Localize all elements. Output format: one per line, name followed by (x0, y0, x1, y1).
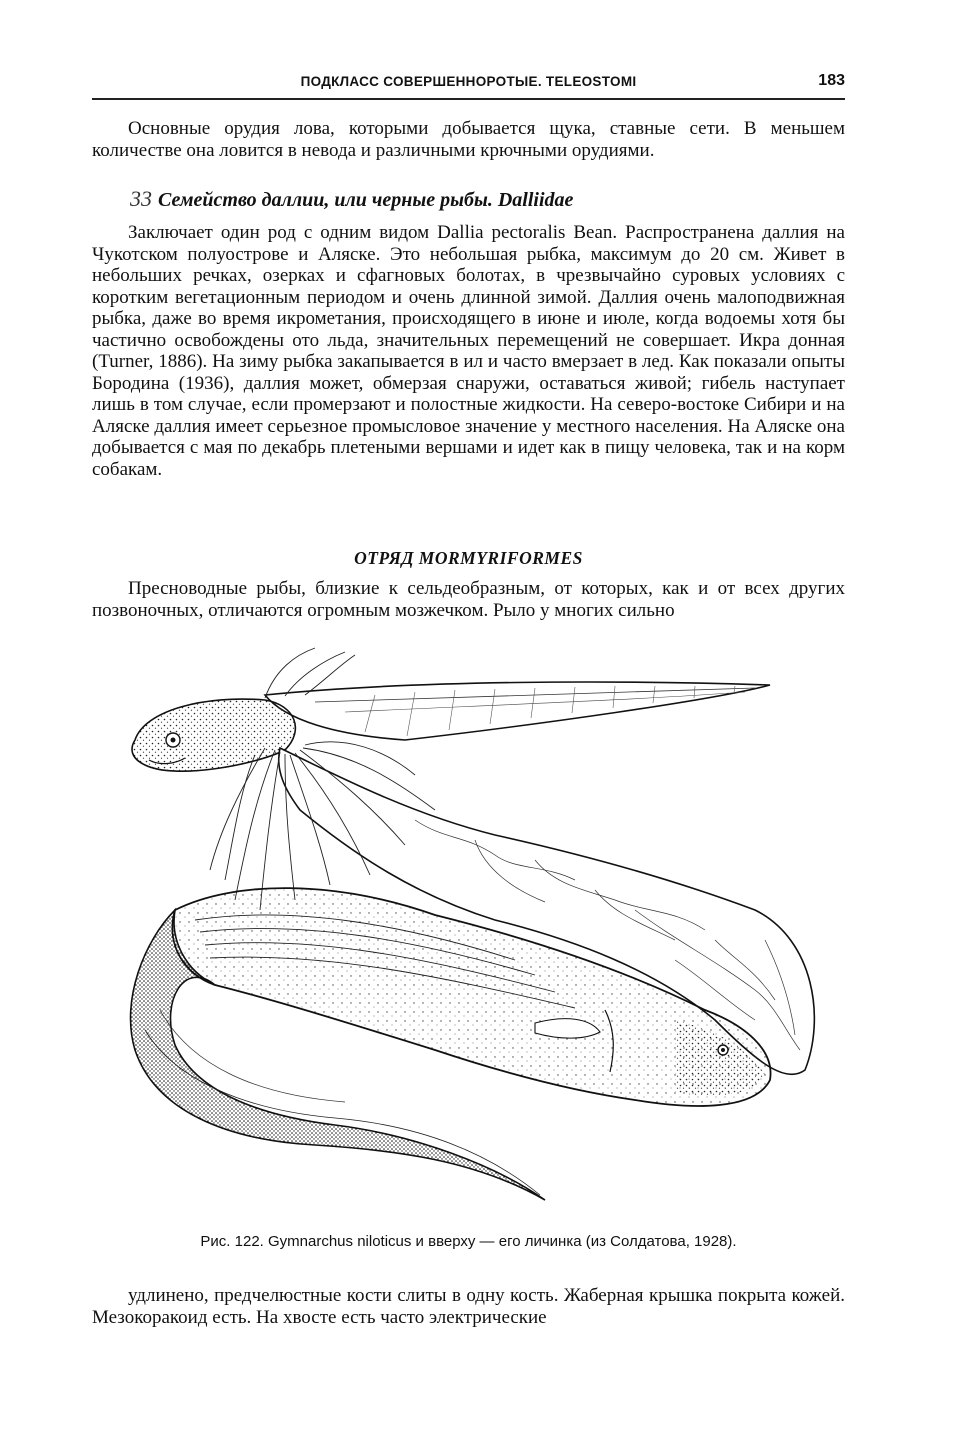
family-heading-text: Семейство даллии, или черные рыбы. Dalliidae (158, 189, 574, 211)
family-heading-dalliidae (130, 186, 845, 212)
figure-gymnarchus (115, 640, 825, 1215)
handwritten-mark: 33 (130, 186, 152, 211)
header-title: ПОДКЛАСС СОВЕРШЕННОРОТЫЕ. TELEOSTOMI (300, 74, 637, 89)
figure-caption: Рис. 122. Gymnarchus niloticus и вверху — его личинка (из Солдатова, 1928). (200, 1233, 737, 1250)
paragraph-dallia: Заключает один род с одним видом Dallia pectoralis Bean. Распространена даллия на Чукотском полуострове и Аляске. Это небольшая рыбка, максимум до 20 см. Живет в небольших речках, озерках и сфагновых болотах, в чрезвычайно суровых условиях с коротким вегетационным периодом и очень длинной зимой. Даллия очень малоподвижная рыбка, даже во время икрометания, происходящего в июне и июле, когда водоемы хотя бы частично освобождены ото льда, значительных перемещений не совершает. Икра донная (Turner, 1886). На зиму рыбка закапывается в ил и часто вмерзает в лед. Как показали опыты Бородина (1936), даллия может, обмерзая снаружи, оставаться живой; гибель наступает лишь в том случае, если промерзают и полостные жидкости. На северо-востоке Сибири и на Аляске даллия имеет серьезное промысловое значение у местного населения. На Аляске она добывается с мая по декабрь плетеными вершами и идет как в пищу человека, так и на корм собакам. (92, 222, 845, 480)
paragraph-continued: удлинено, предчелюстные кости слиты в одну кость. Жаберная крышка покрыта кожей. Мезокоракоид есть. На хвосте есть часто электрические (92, 1285, 845, 1328)
page-number: 183 (818, 72, 845, 89)
order-heading-mormyriformes: ОТРЯД MORMYRIFORMES (354, 548, 583, 568)
running-header (92, 70, 845, 100)
paragraph-mormyriformes: Пресноводные рыбы, близкие к сельдеобразным, от которых, как и от всех других позвоночных, отличаются огромным мозжечком. Рыло у многих сильно (92, 578, 845, 621)
paragraph-fishing-gear: Основные орудия лова, которыми добывается щука, ставные сети. В меньшем количестве она ловится в невода и различными крючными орудиями. (92, 118, 845, 161)
gymnarchus-illustration (115, 640, 825, 1215)
